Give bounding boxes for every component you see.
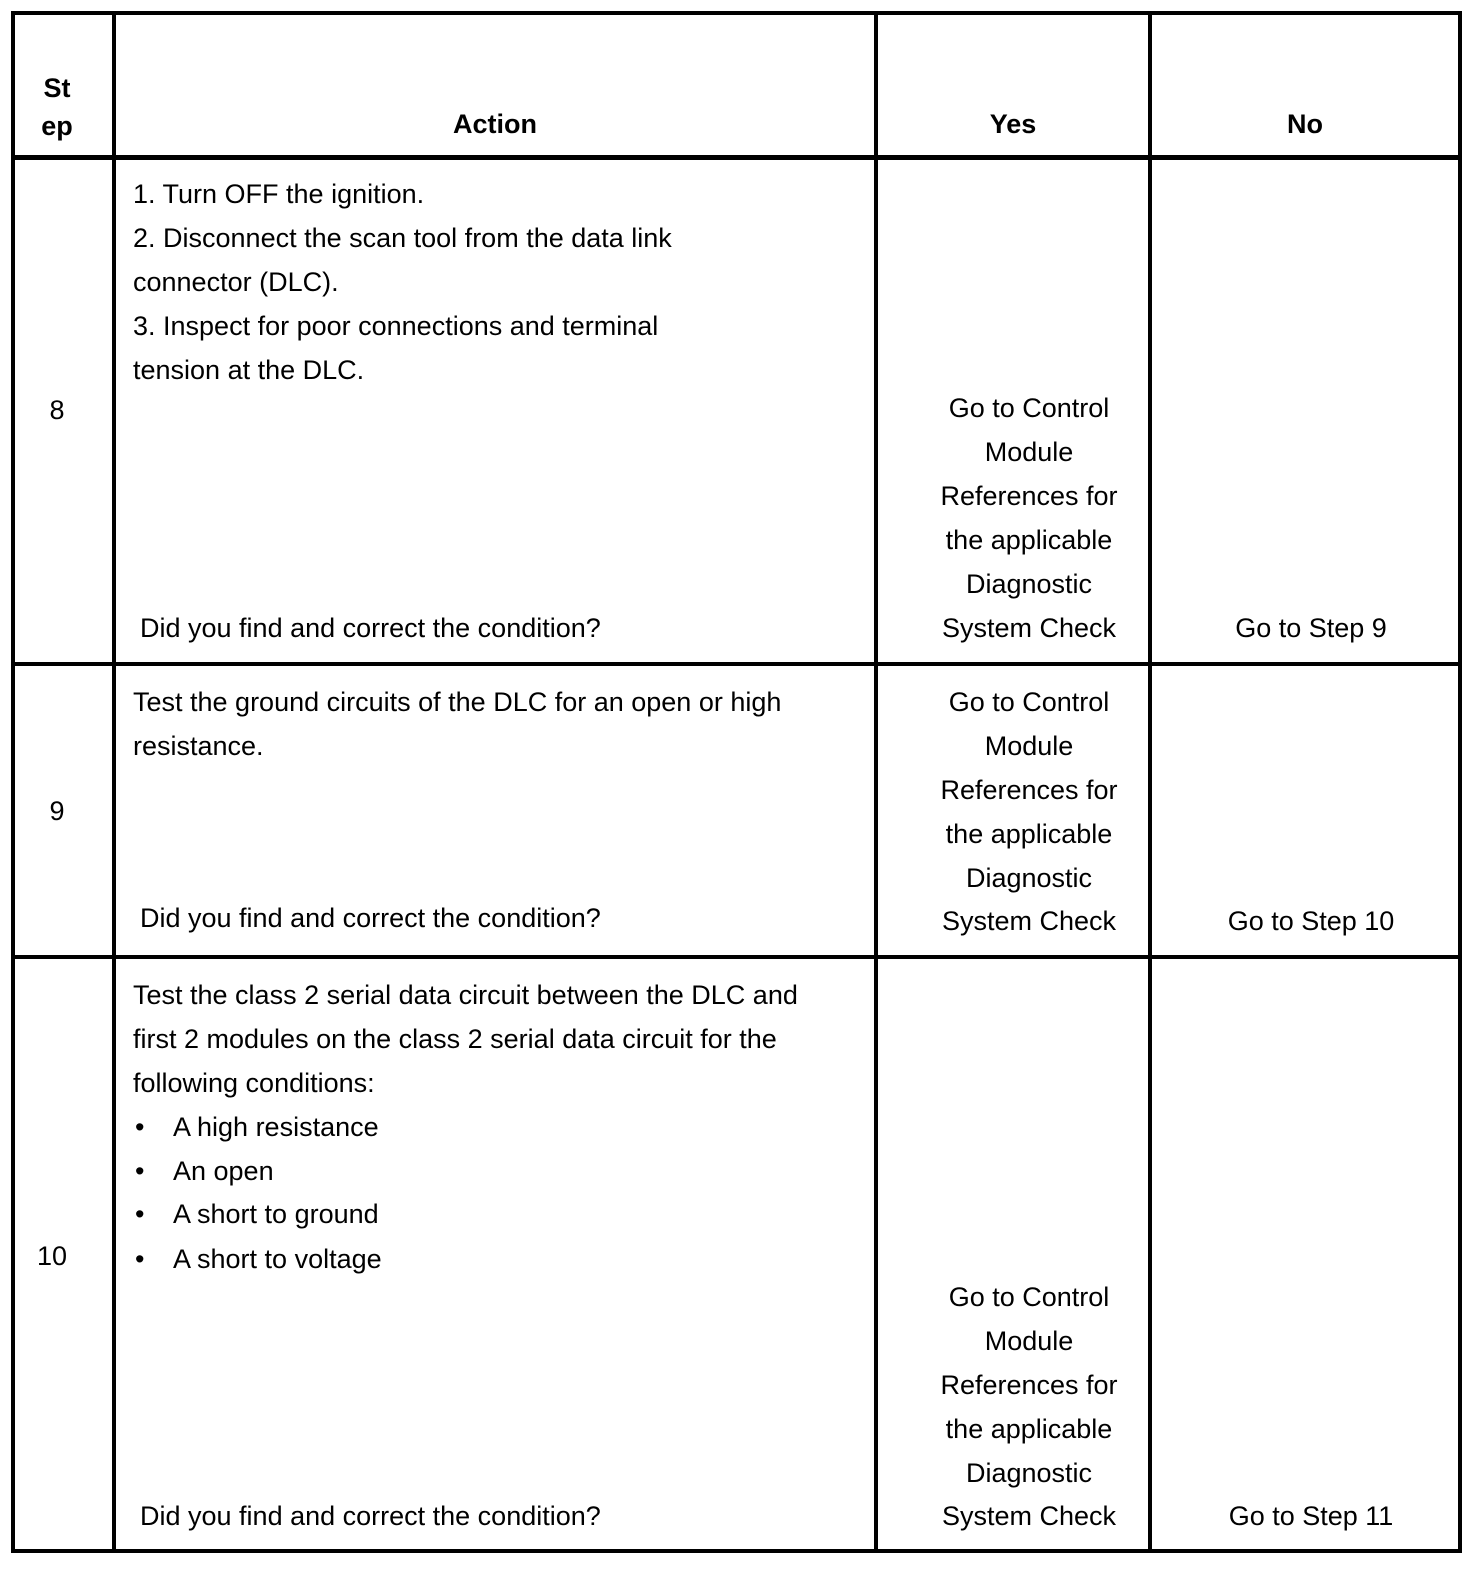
yes-line: the applicable xyxy=(945,525,1113,555)
action-line: first 2 modules on the class 2 serial data circuit for the xyxy=(133,1024,777,1054)
action-line: following conditions: xyxy=(133,1068,375,1098)
header-step-line1: St xyxy=(43,73,71,103)
action-line: 2. Disconnect the scan tool from the data link xyxy=(133,223,672,253)
yes-line: Diagnostic xyxy=(965,1458,1093,1488)
yes-line: the applicable xyxy=(945,819,1113,849)
no-result: Go to Step 9 xyxy=(1235,613,1387,643)
yes-line: Diagnostic xyxy=(965,863,1093,893)
header-action: Action xyxy=(453,109,537,139)
yes-line: References for xyxy=(940,1370,1118,1400)
yes-line: Module xyxy=(984,731,1074,761)
yes-line: References for xyxy=(940,481,1118,511)
yes-line: Go to Control xyxy=(948,1282,1110,1312)
step-number: 8 xyxy=(49,395,65,425)
header-no: No xyxy=(1287,109,1323,139)
bullet-item: A short to voltage xyxy=(173,1244,382,1274)
bullet-marker: • xyxy=(135,1244,145,1274)
yes-line: Module xyxy=(984,1326,1074,1356)
column-divider xyxy=(874,11,878,1553)
header-yes: Yes xyxy=(989,109,1037,139)
yes-line: Go to Control xyxy=(948,393,1110,423)
row-divider xyxy=(12,955,1462,959)
step-number: 9 xyxy=(49,796,65,826)
bullet-marker: • xyxy=(135,1156,145,1186)
step-number: 10 xyxy=(36,1241,68,1271)
yes-line: the applicable xyxy=(945,1414,1113,1444)
table-border-right xyxy=(1458,11,1462,1553)
table-border-left xyxy=(11,11,15,1553)
action-line: 3. Inspect for poor connections and terminal xyxy=(133,311,659,341)
bullet-item: A high resistance xyxy=(173,1112,379,1142)
column-divider xyxy=(112,11,116,1553)
action-line: resistance. xyxy=(133,731,264,761)
action-line: connector (DLC). xyxy=(133,267,339,297)
action-question: Did you find and correct the condition? xyxy=(140,1501,601,1531)
header-step-line2: ep xyxy=(41,111,73,141)
bullet-item: An open xyxy=(173,1156,274,1186)
yes-line: System Check xyxy=(941,906,1117,936)
yes-line: System Check xyxy=(941,1501,1117,1531)
action-line: Test the ground circuits of the DLC for an open or high xyxy=(133,687,782,717)
row-divider xyxy=(12,662,1462,666)
action-line: Test the class 2 serial data circuit between the DLC and xyxy=(133,980,798,1010)
action-question: Did you find and correct the condition? xyxy=(140,613,601,643)
bullet-item: A short to ground xyxy=(173,1199,379,1229)
yes-line: System Check xyxy=(941,613,1117,643)
action-line: tension at the DLC. xyxy=(133,355,365,385)
yes-line: Go to Control xyxy=(948,687,1110,717)
table-border-bottom xyxy=(12,1549,1462,1553)
no-result: Go to Step 10 xyxy=(1227,906,1395,936)
action-question: Did you find and correct the condition? xyxy=(140,903,601,933)
yes-line: Module xyxy=(984,437,1074,467)
yes-line: Diagnostic xyxy=(965,569,1093,599)
bullet-marker: • xyxy=(135,1199,145,1229)
table-border-top xyxy=(12,11,1462,15)
yes-line: References for xyxy=(940,775,1118,805)
action-line: 1. Turn OFF the ignition. xyxy=(133,179,425,209)
bullet-marker: • xyxy=(135,1112,145,1142)
no-result: Go to Step 11 xyxy=(1228,1501,1394,1531)
header-divider xyxy=(12,155,1462,160)
